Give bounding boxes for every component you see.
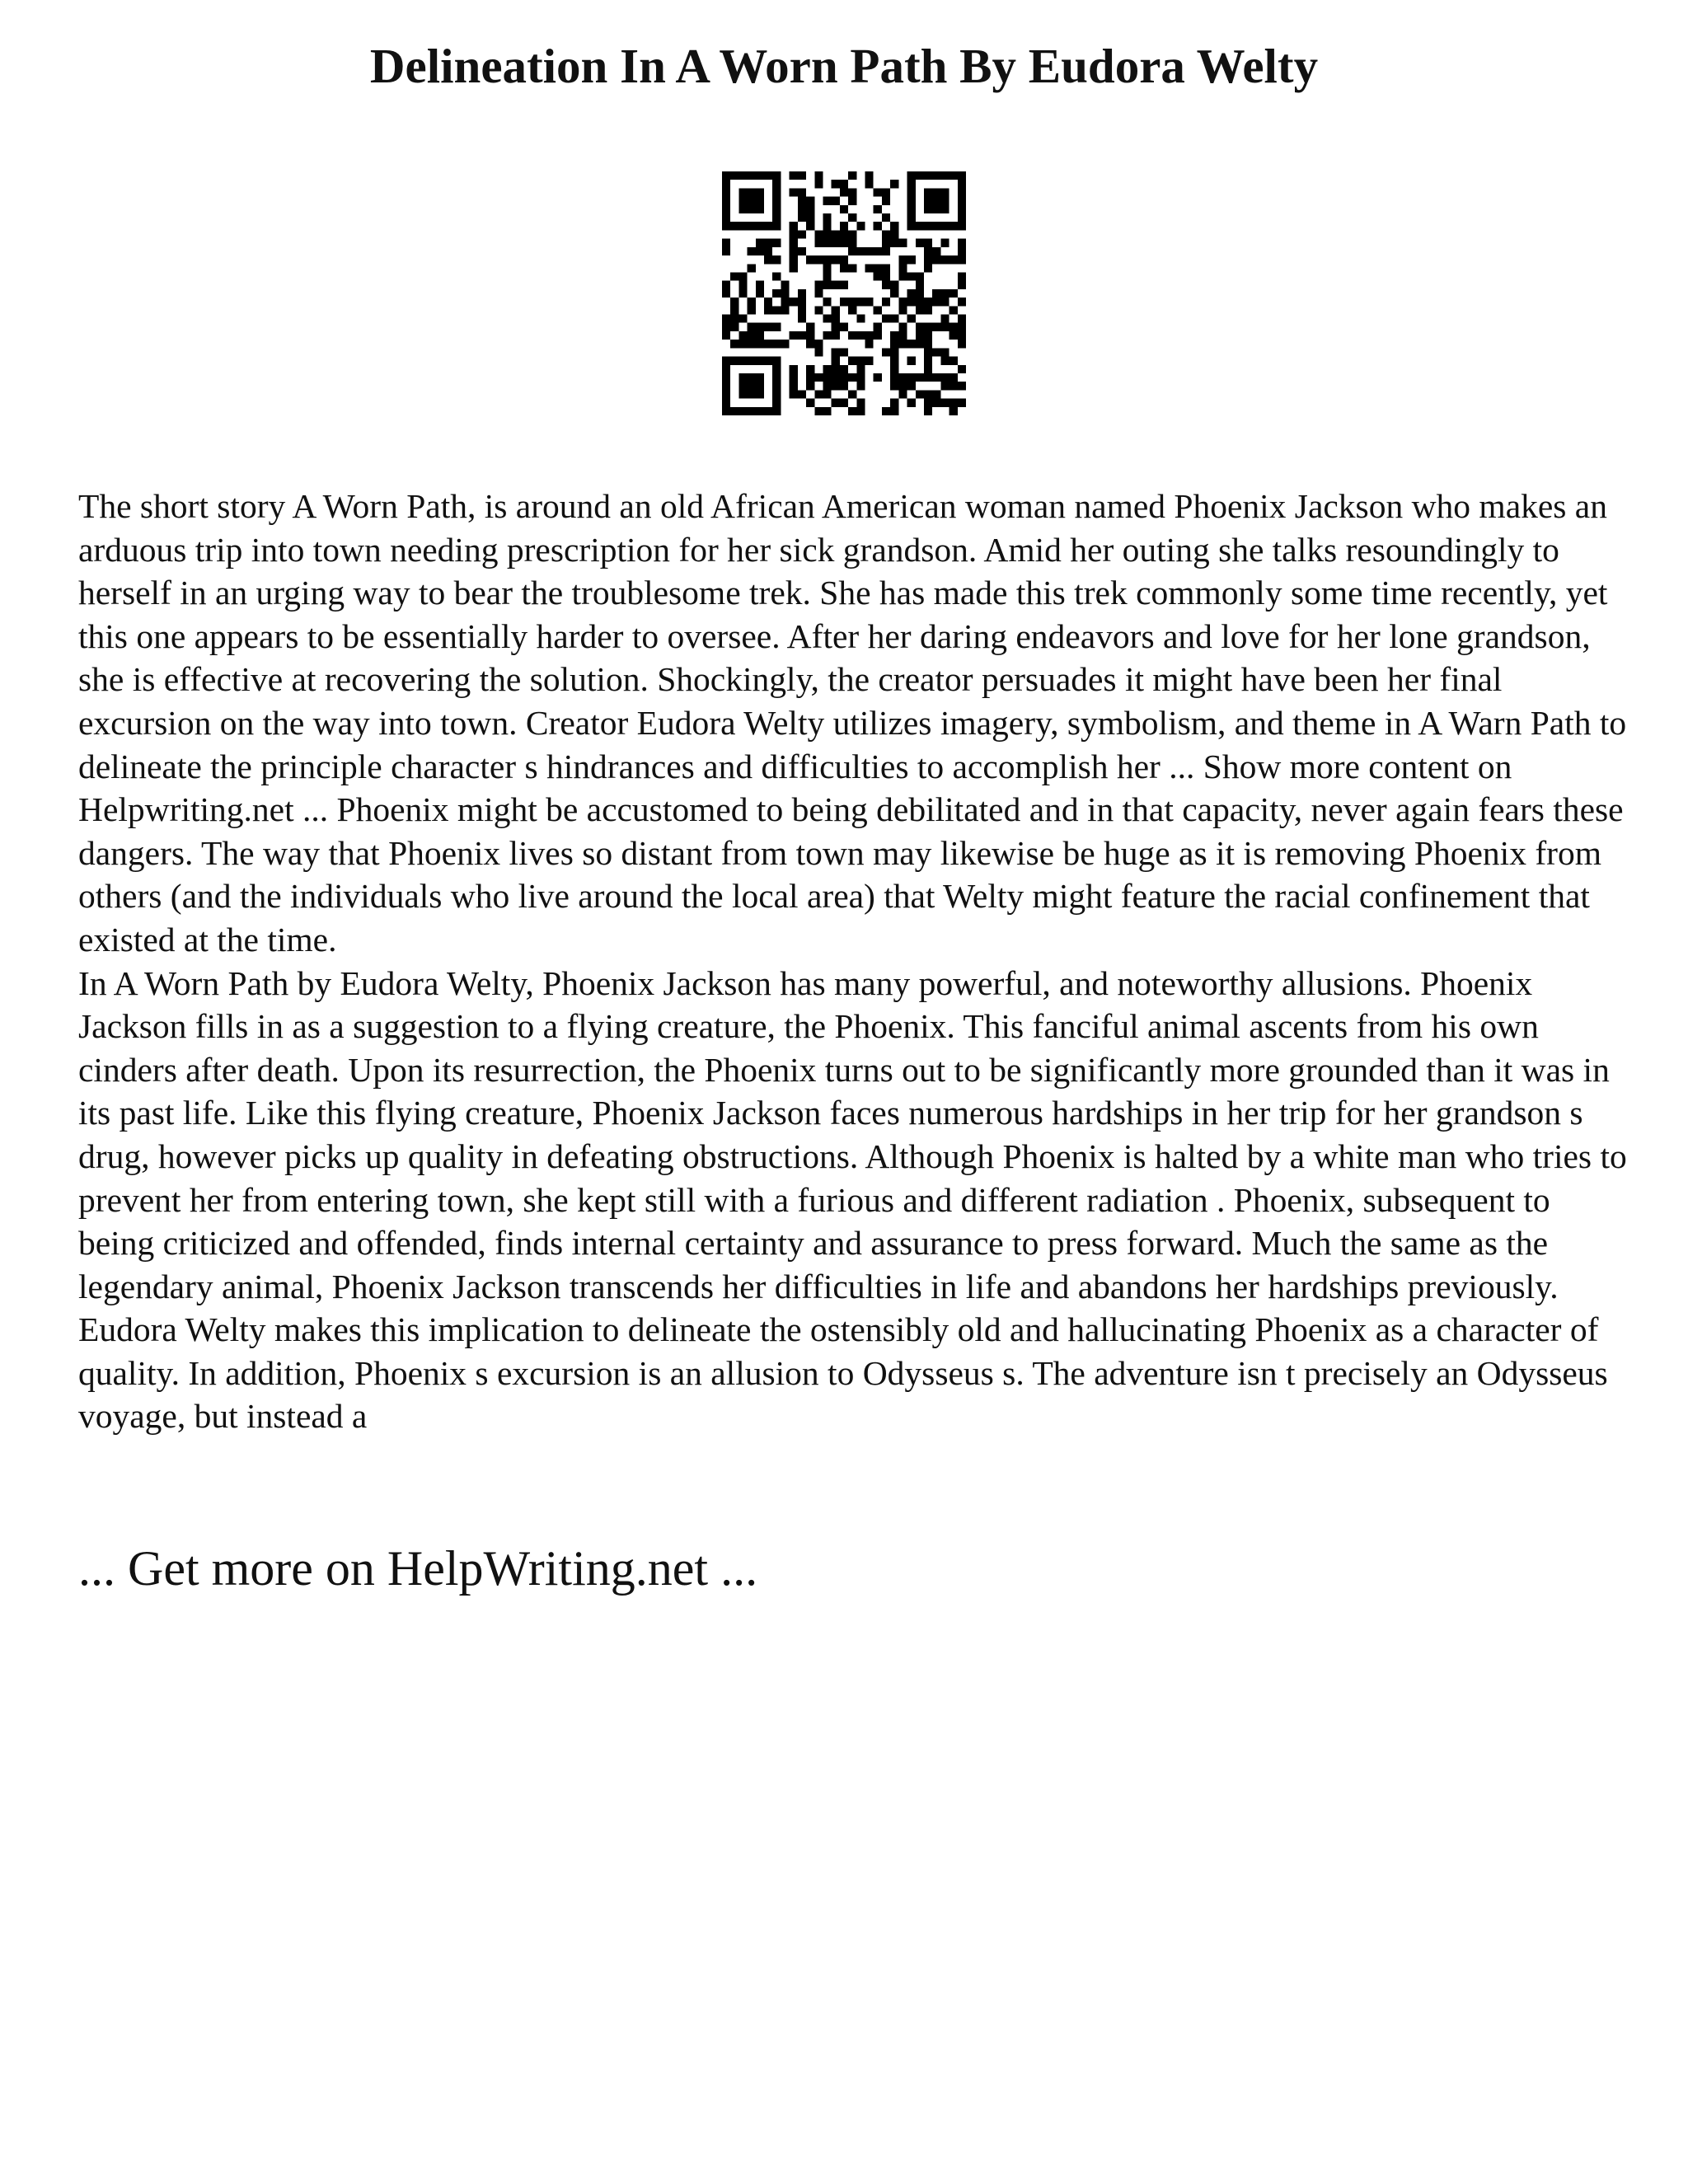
- paragraph-1: The short story A Worn Path, is around an old African American woman named Phoenix Jackson who makes an arduous trip into town needing prescription for her sick grandson. Amid her outing she talks resoundingly to herself in an urging way to bear the troublesome trek. She has made this trek commonly some time recently, yet this one appears to be essentially harder to oversee. After her daring endeavors and love for her lone grandson, she is effective at recovering the solution. Shockingly, the creator persuades it might have been her final excursion on the way into town. Creator Eudora Welty utilizes imagery, symbolism, and theme in A Warn Path to delineate the principle character s hindrances and difficulties to accomplish her ... Show more content on Helpwriting.net ... Phoenix might be accustomed to being debilitated and in that capacity, never again fears these dangers. The way that Phoenix lives so distant from town may likewise be huge as it is removing Phoenix from others (and the individuals who live around the local area) that Welty might feature the racial confinement that existed at the time.: [78, 487, 1627, 958]
- qr-code-icon[interactable]: [722, 171, 966, 415]
- article-body: [78, 485, 1628, 1438]
- get-more-link[interactable]: ... Get more on HelpWriting.net ...: [78, 1541, 758, 1596]
- qr-code-graphic: [722, 171, 966, 415]
- paragraph-2: In A Worn Path by Eudora Welty, Phoenix Jackson has many powerful, and noteworthy allusions. Phoenix Jackson fills in as a suggestion to a flying creature, the Phoenix. This fanciful animal ascents from his own cinders after death. Upon its resurrection, the Phoenix turns out to be significantly more grounded than it was in its past life. Like this flying creature, Phoenix Jackson faces numerous hardships in her trip for her grandson s drug, however picks up quality in defeating obstructions. Although Phoenix is halted by a white man who tries to prevent her from entering town, she kept still with a furious and different radiation . Phoenix, subsequent to being criticized and offended, finds internal certainty and assurance to press forward. Much the same as the legendary animal, Phoenix Jackson transcends her difficulties in life and abandons her hardships previously. Eudora Welty makes this implication to delineate the ostensibly old and hallucinating Phoenix as a character of quality. In addition, Phoenix s excursion is an allusion to Odysseus s. The adventure isn t precisely an Odysseus voyage, but instead a: [78, 963, 1627, 1436]
- page-title: Delineation In A Worn Path By Eudora Welty: [369, 39, 1319, 93]
